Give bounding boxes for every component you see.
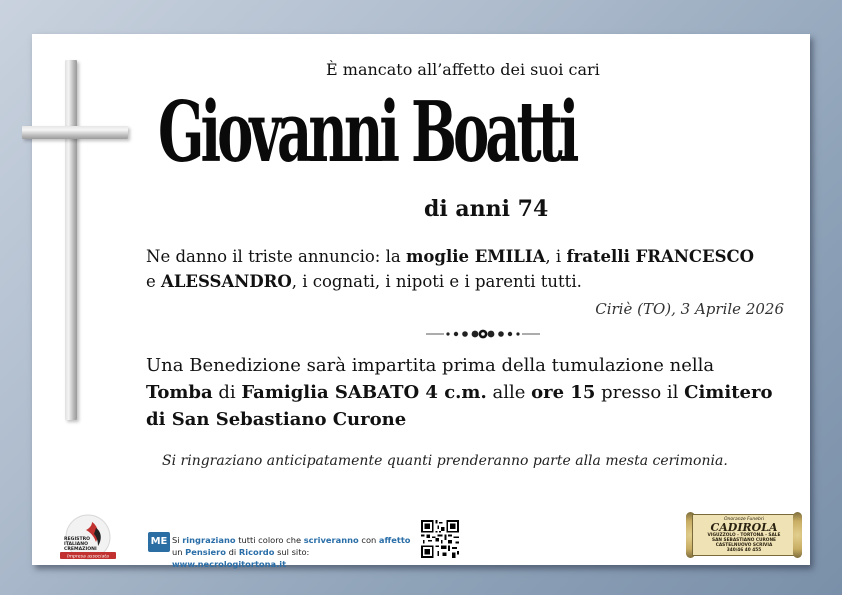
blessing-paragraph <box>146 352 806 433</box>
blessing-bold: Tomba <box>146 382 213 403</box>
funeral-home-line: VIGUZZOLO - TORTONA - SALE <box>707 533 781 538</box>
footer-highlight: ringraziano <box>182 535 236 545</box>
place-date: Ciriè (TO), 3 Aprile 2026 <box>595 300 784 318</box>
footer-text: tutti coloro che <box>235 535 304 545</box>
announcement-bold: fratelli FRANCESCO <box>566 247 755 266</box>
footer-text: di <box>225 547 239 557</box>
deceased-name: Giovanni Boatti <box>158 84 576 182</box>
blessing-text: presso il <box>595 382 685 403</box>
registry-logo-line1: REGISTRO <box>64 537 91 542</box>
blessing-text: di <box>212 382 242 403</box>
announcement-text: , i <box>545 247 567 266</box>
footer-highlight: Ricordo <box>238 547 275 557</box>
website-link[interactable]: www.necrologitortona.it <box>172 559 287 569</box>
footer-highlight: scriveranno <box>303 535 359 545</box>
footer-text: Si <box>172 535 183 545</box>
blessing-bold: Cimitero <box>684 382 773 403</box>
footer-text: con <box>358 535 379 545</box>
scroll-curl-right <box>793 512 802 558</box>
footer-highlight: Pensiero <box>185 547 226 557</box>
intro-line: È mancato all’affetto dei suoi cari <box>326 60 600 79</box>
blessing-bold: ore 15 <box>531 382 596 403</box>
registry-logo-tag: Impresa associata <box>67 554 109 560</box>
qr-code-icon[interactable] <box>421 520 459 558</box>
scroll-logo-icon <box>686 512 802 558</box>
ornament-divider-icon <box>424 326 542 342</box>
footer-remembrance-text <box>172 534 422 570</box>
thanks-line: Si ringraziano anticipatamente quanti prenderanno parte alla mesta cerimonia. <box>162 453 728 469</box>
footer-text: sul sito: <box>274 547 310 557</box>
footer-text: un <box>172 547 186 557</box>
blessing-text: Una Benedizione sarà impartita prima della tumulazione nella <box>146 355 715 376</box>
registry-logo-line3: CREMAZIONI <box>64 547 97 552</box>
registry-logo-icon <box>58 514 118 560</box>
cross-icon <box>65 60 77 420</box>
announcement-bold: moglie EMILIA <box>405 247 546 266</box>
footer-highlight: affetto <box>378 535 411 545</box>
funeral-home-line: SAN SEBASTIANO CURONE <box>712 538 776 543</box>
funeral-home-line: CASTELNUOVO SCRIVIA <box>715 543 773 548</box>
blessing-bold: Famiglia SABATO 4 c.m. <box>241 382 487 403</box>
announcement-text: Ne danno il triste annuncio: la <box>146 247 406 266</box>
announcement-bold: ALESSANDRO <box>161 272 292 291</box>
announcement-paragraph <box>146 244 796 294</box>
funeral-home-brand: CADIROLA <box>710 521 778 534</box>
registry-logo-line2: ITALIANO <box>64 542 88 547</box>
cross-icon-bar <box>22 126 128 139</box>
blessing-bold: di San Sebastiano Curone <box>146 409 407 430</box>
funeral-home-phone: 340/46 40 455 <box>726 548 762 553</box>
blessing-text: alle <box>486 382 532 403</box>
funeral-home-top: Onoranze Funebri <box>723 517 764 522</box>
me-icon: ME <box>148 532 170 552</box>
announcement-text: , i cognati, i nipoti e i parenti tutti. <box>291 272 582 291</box>
age-line: di anni 74 <box>424 196 549 222</box>
funeral-home-logo <box>692 514 796 556</box>
announcement-text: e <box>146 272 162 291</box>
